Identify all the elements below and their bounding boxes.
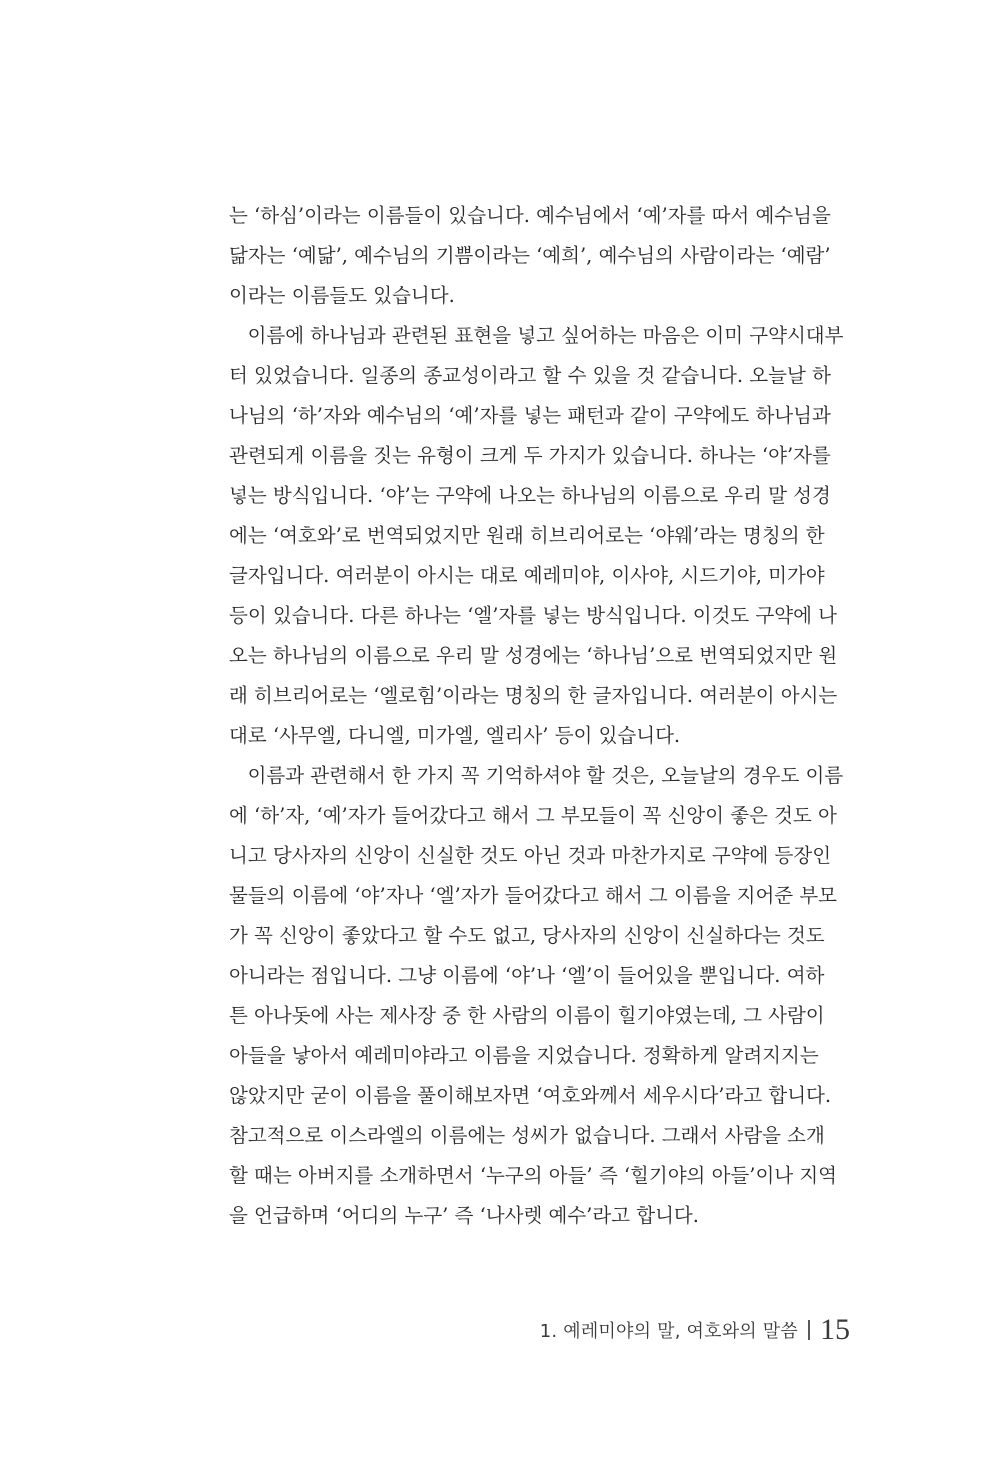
text-line: 글자입니다. 여러분이 아시는 대로 예레미야, 이사야, 시드기야, 미가야 xyxy=(229,564,825,587)
text-line: 닮자는 ‘예닮’, 예수님의 기쁨이라는 ‘예희’, 예수님의 사람이라는 ‘예람’ xyxy=(229,244,831,267)
text-line: 대로 ‘사무엘, 다니엘, 미가엘, 엘리사’ 등이 있습니다. xyxy=(229,724,681,747)
running-head: 1. 예레미야의 말, 여호와의 말씀 xyxy=(539,1321,798,1342)
text-line: 터 있었습니다. 일종의 종교성이라고 할 수 있을 것 같습니다. 오늘날 하 xyxy=(229,364,831,387)
text-line: 아니라는 점입니다. 그냥 이름에 ‘야’나 ‘엘’이 들어있을 뿐입니다. 여하 xyxy=(229,964,825,987)
text-line: 오는 하나님의 이름으로 우리 말 성경에는 ‘하나님’으로 번역되었지만 원 xyxy=(229,644,838,667)
text-line: 참고적으로 이스라엘의 이름에는 성씨가 없습니다. 그래서 사람을 소개 xyxy=(229,1124,825,1147)
text-line: 이름에 하나님과 관련된 표현을 넣고 싶어하는 마음은 이미 구약시대부 xyxy=(229,324,844,347)
text-line: 관련되게 이름을 짓는 유형이 크게 두 가지가 있습니다. 하나는 ‘야’자를 xyxy=(229,444,831,467)
text-line: 등이 있습니다. 다른 하나는 ‘엘’자를 넣는 방식입니다. 이것도 구약에 나 xyxy=(229,604,838,627)
text-line: 니고 당사자의 신앙이 신실한 것도 아닌 것과 마찬가지로 구약에 등장인 xyxy=(229,844,832,867)
text-line: 아들을 낳아서 예레미야라고 이름을 지었습니다. 정확하게 알려지지는 xyxy=(229,1044,819,1067)
text-line: 이름과 관련해서 한 가지 꼭 기억하셔야 할 것은, 오늘날의 경우도 이름 xyxy=(229,764,844,787)
footer-divider xyxy=(808,1320,810,1340)
text-line: 래 히브리어로는 ‘엘로힘’이라는 명칭의 한 글자입니다. 여러분이 아시는 xyxy=(229,684,838,707)
text-line: 는 ‘하심’이라는 이름들이 있습니다. 예수님에서 ‘예’자를 따서 예수님을 xyxy=(229,204,831,227)
text-line: 물들의 이름에 ‘야’자나 ‘엘’자가 들어갔다고 해서 그 이름을 지어준 부모 xyxy=(229,884,838,907)
text-line: 을 언급하며 ‘어디의 누구’ 즉 ‘나사렛 예수’라고 합니다. xyxy=(229,1204,699,1227)
text-line: 가 꼭 신앙이 좋았다고 할 수도 없고, 당사자의 신앙이 신실하다는 것도 xyxy=(229,924,825,947)
text-line: 넣는 방식입니다. ‘야’는 구약에 나오는 하나님의 이름으로 우리 말 성경 xyxy=(229,484,831,507)
page-number: 15 xyxy=(820,1313,850,1346)
text-line: 이라는 이름들도 있습니다. xyxy=(229,284,455,307)
text-line: 튼 아나돗에 사는 제사장 중 한 사람의 이름이 힐기야였는데, 그 사람이 xyxy=(229,1004,825,1027)
page-footer xyxy=(540,1312,850,1348)
text-line: 에 ‘하’자, ‘예’자가 들어갔다고 해서 그 부모들이 꼭 신앙이 좋은 것도 아 xyxy=(229,804,837,827)
text-line: 나님의 ‘하’자와 예수님의 ‘예’자를 넣는 패턴과 같이 구약에도 하나님과 xyxy=(229,404,831,427)
text-line: 않았지만 굳이 이름을 풀이해보자면 ‘여호와께서 세우시다’라고 합니다. xyxy=(229,1084,832,1107)
text-line: 에는 ‘여호와’로 번역되었지만 원래 히브리어로는 ‘야웨’라는 명칭의 한 xyxy=(229,524,825,547)
text-line: 할 때는 아버지를 소개하면서 ‘누구의 아들’ 즉 ‘힐기야의 아들’이나 지역 xyxy=(229,1164,838,1187)
